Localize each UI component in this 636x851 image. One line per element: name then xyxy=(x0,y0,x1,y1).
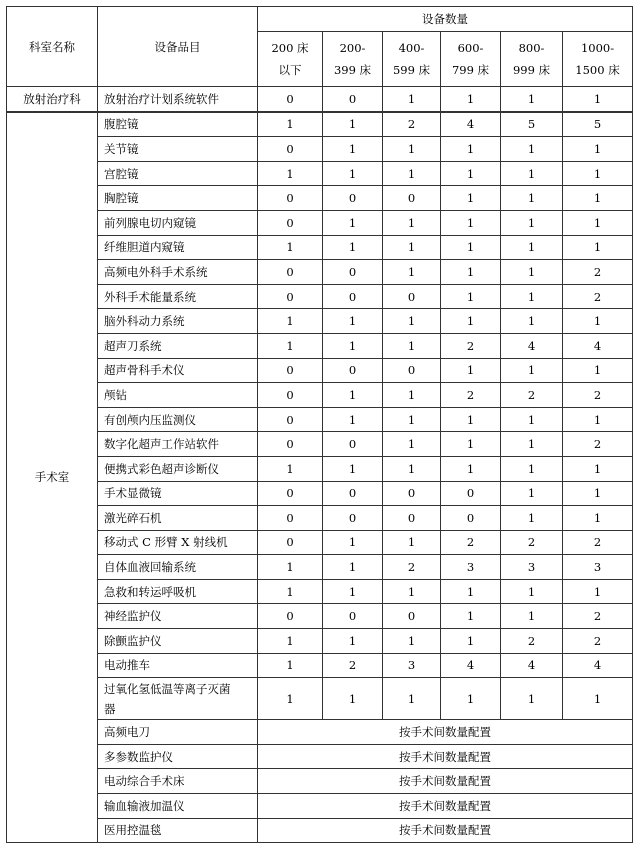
value-cell: 1 xyxy=(383,161,441,186)
item-label: 外科手术能量系统 xyxy=(98,284,258,309)
value-cell: 1 xyxy=(323,112,383,137)
value-cell: 1 xyxy=(501,260,563,285)
header-quantity: 设备数量 xyxy=(258,7,633,32)
item-label: 超声刀系统 xyxy=(98,333,258,358)
value-cell: 1 xyxy=(501,432,563,457)
value-cell: 1 xyxy=(323,407,383,432)
table-row xyxy=(7,432,633,457)
value-cell: 2 xyxy=(563,604,633,629)
value-cell: 0 xyxy=(323,506,383,531)
value-cell: 1 xyxy=(563,161,633,186)
value-cell: 1 xyxy=(323,137,383,162)
header-bed-group-line: 999 床 xyxy=(512,63,551,77)
value-cell: 1 xyxy=(501,186,563,211)
value-cell: 1 xyxy=(258,235,323,260)
item-label: 超声骨科手术仪 xyxy=(98,358,258,383)
table-row xyxy=(7,604,633,629)
value-cell: 1 xyxy=(441,210,501,235)
value-cell: 1 xyxy=(501,407,563,432)
table-body xyxy=(7,87,633,843)
value-cell: 1 xyxy=(383,333,441,358)
value-cell: 1 xyxy=(501,678,563,720)
table-row xyxy=(7,555,633,580)
value-cell: 0 xyxy=(323,481,383,506)
value-cell: 1 xyxy=(441,358,501,383)
item-label: 高频电外科手术系统 xyxy=(98,260,258,285)
value-cell: 1 xyxy=(441,629,501,654)
value-cell: 0 xyxy=(383,284,441,309)
header-bed-group-line: 200- xyxy=(339,41,366,55)
item-label: 电动推车 xyxy=(98,653,258,678)
table-row xyxy=(7,744,633,769)
value-cell: 1 xyxy=(323,579,383,604)
value-cell: 1 xyxy=(383,235,441,260)
value-cell: 1 xyxy=(258,112,323,137)
value-cell: 1 xyxy=(501,456,563,481)
value-cell: 1 xyxy=(563,137,633,162)
header-item: 设备品目 xyxy=(98,7,258,87)
value-cell: 0 xyxy=(258,260,323,285)
value-cell: 1 xyxy=(501,235,563,260)
value-cell: 0 xyxy=(258,358,323,383)
item-label: 除颤监护仪 xyxy=(98,629,258,654)
item-label: 前列腺电切内窥镜 xyxy=(98,210,258,235)
header-bed-group-line: 799 床 xyxy=(451,63,490,77)
value-cell: 0 xyxy=(383,358,441,383)
value-cell: 1 xyxy=(563,235,633,260)
value-cell: 2 xyxy=(441,530,501,555)
header-bed-group xyxy=(323,32,383,87)
value-cell: 1 xyxy=(323,555,383,580)
value-cell: 1 xyxy=(441,235,501,260)
value-cell: 1 xyxy=(258,456,323,481)
value-cell: 0 xyxy=(441,481,501,506)
value-cell: 1 xyxy=(563,309,633,334)
item-label: 颅钻 xyxy=(98,383,258,408)
config-note: 按手术间数量配置 xyxy=(258,818,633,843)
table-row xyxy=(7,112,633,137)
department-surgery: 手术室 xyxy=(7,112,98,843)
value-cell: 1 xyxy=(383,87,441,112)
table-row xyxy=(7,678,633,720)
value-cell: 2 xyxy=(383,112,441,137)
value-cell: 0 xyxy=(323,604,383,629)
item-label: 神经监护仪 xyxy=(98,604,258,629)
table-row xyxy=(7,653,633,678)
table-row xyxy=(7,720,633,745)
value-cell: 1 xyxy=(563,186,633,211)
value-cell: 1 xyxy=(383,260,441,285)
value-cell: 1 xyxy=(383,629,441,654)
value-cell: 0 xyxy=(258,432,323,457)
header-bed-group-line: 800- xyxy=(518,41,545,55)
header-bed-group-line: 600- xyxy=(457,41,484,55)
value-cell: 1 xyxy=(383,383,441,408)
value-cell: 1 xyxy=(323,383,383,408)
value-cell: 1 xyxy=(323,161,383,186)
value-cell: 0 xyxy=(258,210,323,235)
value-cell: 4 xyxy=(563,653,633,678)
value-cell: 4 xyxy=(441,112,501,137)
value-cell: 5 xyxy=(563,112,633,137)
value-cell: 1 xyxy=(441,456,501,481)
item-label: 关节镜 xyxy=(98,137,258,162)
value-cell: 1 xyxy=(563,210,633,235)
equipment-table xyxy=(6,6,633,843)
table-row xyxy=(7,284,633,309)
table-row xyxy=(7,407,633,432)
table-row xyxy=(7,309,633,334)
value-cell: 2 xyxy=(441,333,501,358)
table-row xyxy=(7,579,633,604)
value-cell: 0 xyxy=(258,383,323,408)
value-cell: 1 xyxy=(383,579,441,604)
value-cell: 0 xyxy=(258,604,323,629)
item-label: 手术显微镜 xyxy=(98,481,258,506)
header-bed-group xyxy=(501,32,563,87)
item-label: 放射治疗计划系统软件 xyxy=(98,87,258,112)
value-cell: 0 xyxy=(323,87,383,112)
table-row xyxy=(7,333,633,358)
table-row xyxy=(7,456,633,481)
value-cell: 1 xyxy=(258,678,323,720)
item-label: 电动综合手术床 xyxy=(98,769,258,794)
value-cell: 2 xyxy=(323,653,383,678)
value-cell: 0 xyxy=(258,407,323,432)
value-cell: 2 xyxy=(501,629,563,654)
value-cell: 1 xyxy=(323,629,383,654)
value-cell: 0 xyxy=(258,506,323,531)
item-label-line: 过氧化氢低温等离子灭菌 xyxy=(104,681,231,696)
value-cell: 0 xyxy=(383,506,441,531)
value-cell: 1 xyxy=(441,309,501,334)
header-bed-group xyxy=(383,32,441,87)
value-cell: 1 xyxy=(501,210,563,235)
value-cell: 1 xyxy=(258,161,323,186)
config-note: 按手术间数量配置 xyxy=(258,769,633,794)
value-cell: 1 xyxy=(383,530,441,555)
item-label: 激光碎石机 xyxy=(98,506,258,531)
item-label-line: 器 xyxy=(104,701,116,716)
value-cell: 2 xyxy=(563,260,633,285)
value-cell: 1 xyxy=(258,629,323,654)
value-cell: 1 xyxy=(501,481,563,506)
value-cell: 1 xyxy=(501,284,563,309)
value-cell: 2 xyxy=(501,383,563,408)
item-label: 脑外科动力系统 xyxy=(98,309,258,334)
item-label: 移动式 C 形臂 X 射线机 xyxy=(98,530,258,555)
header-bed-group-line: 399 床 xyxy=(333,63,372,77)
value-cell: 1 xyxy=(563,407,633,432)
value-cell: 1 xyxy=(441,161,501,186)
value-cell: 2 xyxy=(563,629,633,654)
department-radiotherapy: 放射治疗科 xyxy=(7,87,98,112)
item-label: 有创颅内压监测仪 xyxy=(98,407,258,432)
table-row xyxy=(7,358,633,383)
value-cell: 0 xyxy=(323,260,383,285)
value-cell: 0 xyxy=(383,186,441,211)
item-label: 急救和转运呼吸机 xyxy=(98,579,258,604)
value-cell: 1 xyxy=(501,579,563,604)
value-cell: 1 xyxy=(383,456,441,481)
table-row xyxy=(7,161,633,186)
value-cell: 1 xyxy=(501,506,563,531)
value-cell: 0 xyxy=(383,481,441,506)
value-cell: 0 xyxy=(258,137,323,162)
value-cell: 1 xyxy=(441,284,501,309)
value-cell: 1 xyxy=(563,678,633,720)
value-cell: 1 xyxy=(501,87,563,112)
item-label: 纤维胆道内窥镜 xyxy=(98,235,258,260)
table-row xyxy=(7,506,633,531)
header-bed-group xyxy=(441,32,501,87)
value-cell: 1 xyxy=(323,456,383,481)
radiotherapy-row xyxy=(7,87,633,112)
value-cell: 1 xyxy=(441,186,501,211)
value-cell: 3 xyxy=(563,555,633,580)
value-cell: 2 xyxy=(563,383,633,408)
config-note: 按手术间数量配置 xyxy=(258,744,633,769)
item-label: 胸腔镜 xyxy=(98,186,258,211)
table-row xyxy=(7,629,633,654)
value-cell: 5 xyxy=(501,112,563,137)
value-cell: 0 xyxy=(258,186,323,211)
header-bed-group-line: 400- xyxy=(398,41,425,55)
table-row xyxy=(7,210,633,235)
value-cell: 4 xyxy=(501,653,563,678)
header-bed-group xyxy=(258,32,323,87)
value-cell: 1 xyxy=(258,653,323,678)
value-cell: 0 xyxy=(258,481,323,506)
value-cell: 2 xyxy=(563,530,633,555)
value-cell: 1 xyxy=(323,235,383,260)
value-cell: 1 xyxy=(441,260,501,285)
value-cell: 0 xyxy=(323,284,383,309)
value-cell: 1 xyxy=(501,137,563,162)
item-label: 宫腔镜 xyxy=(98,161,258,186)
config-note: 按手术间数量配置 xyxy=(258,720,633,745)
value-cell: 1 xyxy=(323,309,383,334)
header-bed-group-line: 1000- xyxy=(580,41,615,55)
value-cell: 2 xyxy=(441,383,501,408)
item-label: 腹腔镜 xyxy=(98,112,258,137)
config-note: 按手术间数量配置 xyxy=(258,794,633,819)
item-label xyxy=(98,678,258,720)
table-row xyxy=(7,383,633,408)
value-cell: 1 xyxy=(383,678,441,720)
value-cell: 2 xyxy=(383,555,441,580)
value-cell: 1 xyxy=(563,481,633,506)
table-row xyxy=(7,137,633,162)
value-cell: 0 xyxy=(258,284,323,309)
value-cell: 1 xyxy=(323,530,383,555)
value-cell: 0 xyxy=(258,530,323,555)
value-cell: 0 xyxy=(323,186,383,211)
item-label: 输血输液加温仪 xyxy=(98,794,258,819)
header-bed-group-line: 599 床 xyxy=(392,63,431,77)
value-cell: 0 xyxy=(323,432,383,457)
header-bed-group-line: 1500 床 xyxy=(575,63,620,77)
value-cell: 0 xyxy=(258,87,323,112)
item-label: 高频电刀 xyxy=(98,720,258,745)
table-row xyxy=(7,260,633,285)
value-cell: 0 xyxy=(383,604,441,629)
value-cell: 1 xyxy=(563,358,633,383)
table-row xyxy=(7,818,633,843)
header-bed-group xyxy=(563,32,633,87)
value-cell: 2 xyxy=(501,530,563,555)
header-bed-group-line: 以下 xyxy=(278,63,302,77)
value-cell: 3 xyxy=(501,555,563,580)
value-cell: 1 xyxy=(563,506,633,531)
value-cell: 0 xyxy=(441,506,501,531)
value-cell: 2 xyxy=(563,432,633,457)
value-cell: 1 xyxy=(323,678,383,720)
table-row xyxy=(7,769,633,794)
value-cell: 1 xyxy=(441,137,501,162)
item-label: 多参数监护仪 xyxy=(98,744,258,769)
value-cell: 1 xyxy=(441,579,501,604)
value-cell: 1 xyxy=(441,432,501,457)
table-row xyxy=(7,530,633,555)
header-bed-group-line: 200 床 xyxy=(271,41,309,55)
value-cell: 1 xyxy=(323,210,383,235)
value-cell: 1 xyxy=(383,432,441,457)
item-label: 便携式彩色超声诊断仪 xyxy=(98,456,258,481)
value-cell: 1 xyxy=(258,333,323,358)
value-cell: 4 xyxy=(563,333,633,358)
value-cell: 1 xyxy=(501,309,563,334)
table-row xyxy=(7,794,633,819)
value-cell: 1 xyxy=(441,678,501,720)
value-cell: 1 xyxy=(441,407,501,432)
value-cell: 1 xyxy=(383,137,441,162)
value-cell: 1 xyxy=(323,333,383,358)
value-cell: 1 xyxy=(441,87,501,112)
value-cell: 1 xyxy=(441,604,501,629)
table-row xyxy=(7,235,633,260)
value-cell: 1 xyxy=(563,456,633,481)
table-row xyxy=(7,186,633,211)
value-cell: 2 xyxy=(563,284,633,309)
item-label: 数字化超声工作站软件 xyxy=(98,432,258,457)
table-row xyxy=(7,481,633,506)
value-cell: 1 xyxy=(383,210,441,235)
item-label: 自体血液回输系统 xyxy=(98,555,258,580)
value-cell: 1 xyxy=(258,309,323,334)
value-cell: 1 xyxy=(501,358,563,383)
value-cell: 1 xyxy=(501,604,563,629)
value-cell: 4 xyxy=(501,333,563,358)
item-label: 医用控温毯 xyxy=(98,818,258,843)
value-cell: 1 xyxy=(501,161,563,186)
value-cell: 1 xyxy=(258,555,323,580)
value-cell: 0 xyxy=(323,358,383,383)
value-cell: 1 xyxy=(383,309,441,334)
header-department: 科室名称 xyxy=(7,7,98,87)
value-cell: 1 xyxy=(563,579,633,604)
value-cell: 4 xyxy=(441,653,501,678)
value-cell: 1 xyxy=(383,407,441,432)
value-cell: 3 xyxy=(441,555,501,580)
value-cell: 3 xyxy=(383,653,441,678)
value-cell: 1 xyxy=(563,87,633,112)
value-cell: 1 xyxy=(258,579,323,604)
